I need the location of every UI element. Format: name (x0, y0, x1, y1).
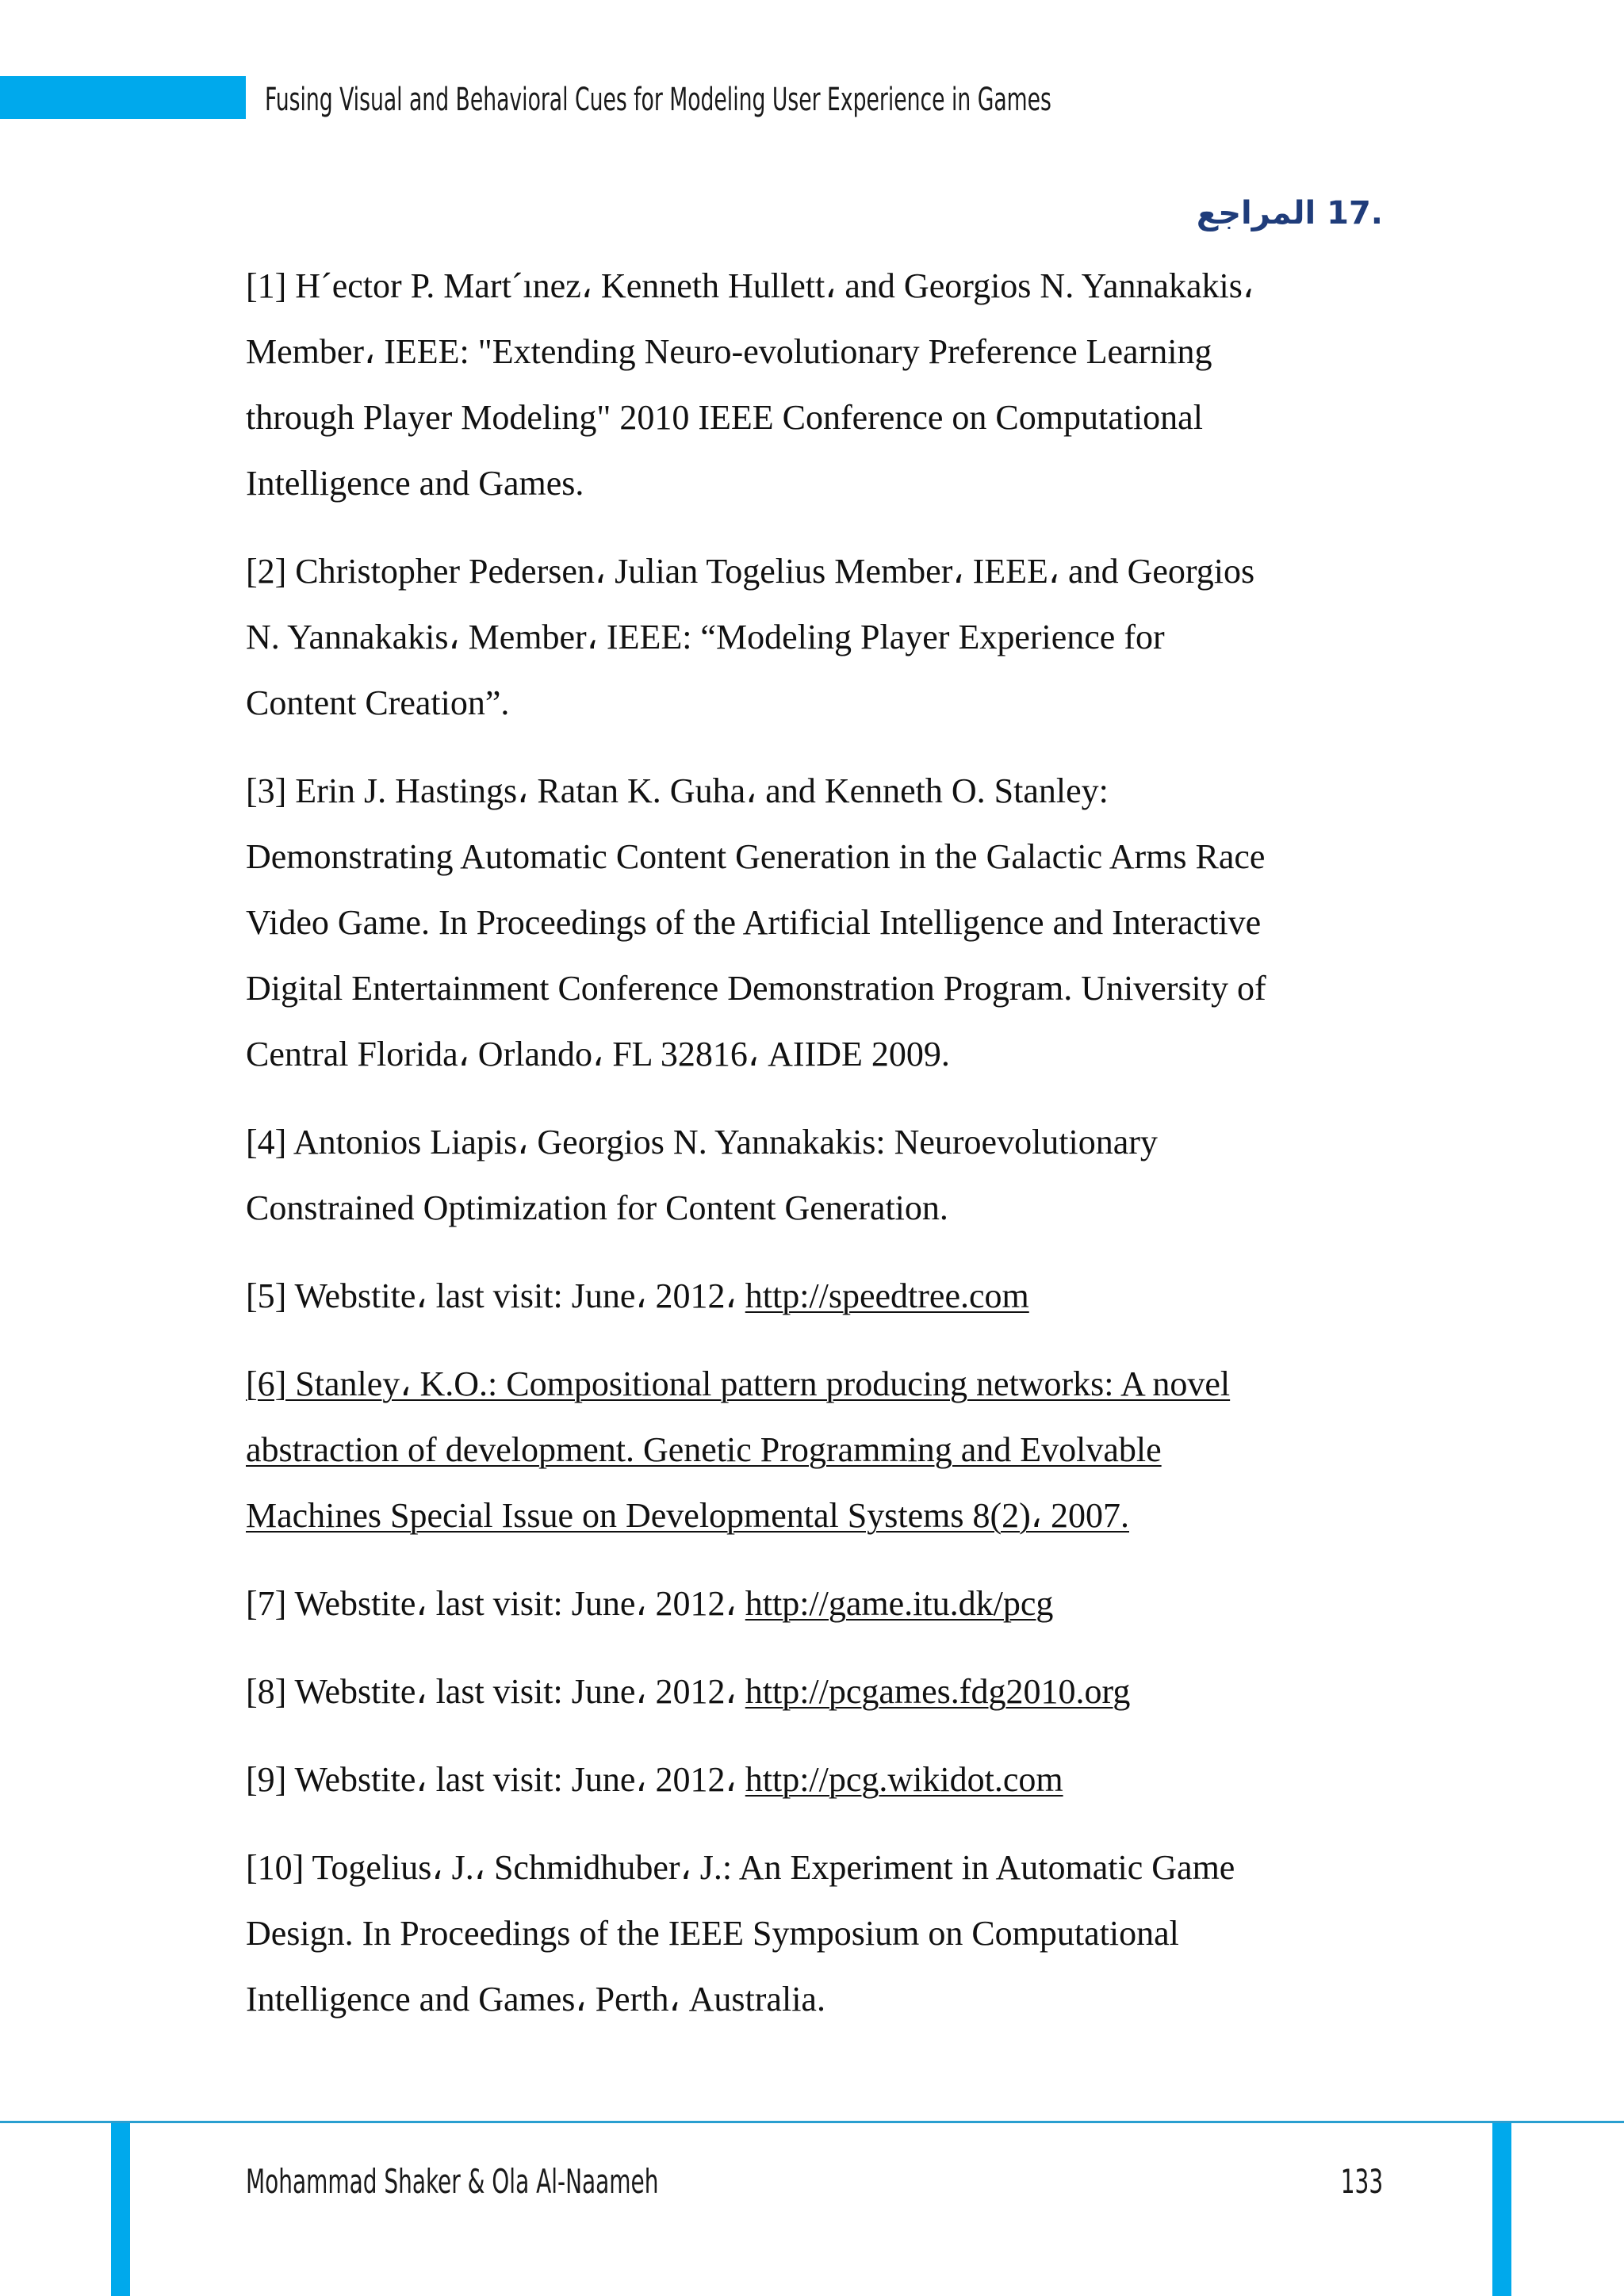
reference-line: N. Yannakakis، Member، IEEE: “Modeling Player Experience for (246, 618, 1165, 656)
reference-6[interactable] (246, 1351, 1388, 1548)
reference-line: abstraction of development. Genetic Programming and Evolvable (246, 1430, 1162, 1469)
reference-2 (246, 538, 1388, 736)
reference-line: through Player Modeling" 2010 IEEE Conference on Computational (246, 398, 1203, 437)
reference-line (246, 1659, 1388, 1724)
reference-line: Content Creation”. (246, 683, 510, 722)
reference-4 (246, 1109, 1388, 1241)
reference-link[interactable]: http://speedtree.com (745, 1276, 1029, 1315)
reference-9 (246, 1747, 1388, 1812)
reference-line (246, 1263, 1388, 1329)
reference-8 (246, 1659, 1388, 1724)
reference-list (246, 253, 1388, 2054)
reference-line: [2] Christopher Pedersen، Julian Togelius Member، IEEE، and Georgios (246, 552, 1255, 591)
footer-authors: Mohammad Shaker & Ola Al-Naameh (246, 2162, 659, 2201)
reference-5 (246, 1263, 1388, 1329)
reference-7 (246, 1571, 1388, 1636)
reference-link[interactable]: http://pcg.wikidot.com (745, 1760, 1063, 1799)
reference-10 (246, 1835, 1388, 2032)
reference-text: [8] Webstite، last visit: June، 2012، (246, 1672, 745, 1711)
reference-line (246, 1571, 1388, 1636)
reference-3 (246, 758, 1388, 1087)
footer-accent-post-left (111, 2123, 130, 2296)
reference-line: [6] Stanley، K.O.: Compositional pattern producing networks: A novel (246, 1364, 1231, 1403)
reference-line: Demonstrating Automatic Content Generation in the Galactic Arms Race (246, 837, 1266, 876)
reference-1 (246, 253, 1388, 516)
reference-line: [10] Togelius، J.، Schmidhuber، J.: An Experiment in Automatic Game (246, 1848, 1235, 1887)
reference-text: [7] Webstite، last visit: June، 2012، (246, 1584, 745, 1623)
reference-line: Machines Special Issue on Developmental Systems 8(2)، 2007. (246, 1496, 1129, 1535)
footer-accent-post-right (1492, 2123, 1511, 2296)
reference-link[interactable]: http://game.itu.dk/pcg (745, 1584, 1054, 1623)
reference-line: Member، IEEE: "Extending Neuro-evolutionary Preference Learning (246, 332, 1212, 371)
reference-line: [1] H´ector P. Mart´ınez، Kenneth Hullett، and Georgios N. Yannakakis، (246, 266, 1254, 305)
reference-text: [5] Webstite، last visit: June، 2012، (246, 1276, 745, 1315)
reference-line: Central Florida، Orlando، FL 32816، AIIDE 2009. (246, 1035, 950, 1073)
footer-rule (0, 2121, 1624, 2123)
header-accent-bar (0, 76, 246, 119)
reference-line: Intelligence and Games، Perth، Australia. (246, 1980, 825, 2019)
reference-line: Intelligence and Games. (246, 464, 584, 503)
reference-line (246, 1747, 1388, 1812)
reference-line: Digital Entertainment Conference Demonstration Program. University of (246, 969, 1266, 1008)
reference-link[interactable]: http://pcgames.fdg2010.org (745, 1672, 1131, 1711)
reference-line: Constrained Optimization for Content Generation. (246, 1188, 948, 1227)
reference-line: [3] Erin J. Hastings، Ratan K. Guha، and Kenneth O. Stanley: (246, 771, 1109, 810)
reference-text: [9] Webstite، last visit: June، 2012، (246, 1760, 745, 1799)
reference-line: Video Game. In Proceedings of the Artificial Intelligence and Interactive (246, 903, 1262, 942)
page-number: 133 (1340, 2162, 1383, 2201)
running-header-title: Fusing Visual and Behavioral Cues for Modeling User Experience in Games (265, 82, 1051, 118)
reference-line: [4] Antonios Liapis، Georgios N. Yannakakis: Neuroevolutionary (246, 1123, 1158, 1161)
reference-line: Design. In Proceedings of the IEEE Symposium on Computational (246, 1914, 1179, 1953)
section-heading: .17 المراجع (1196, 195, 1383, 232)
